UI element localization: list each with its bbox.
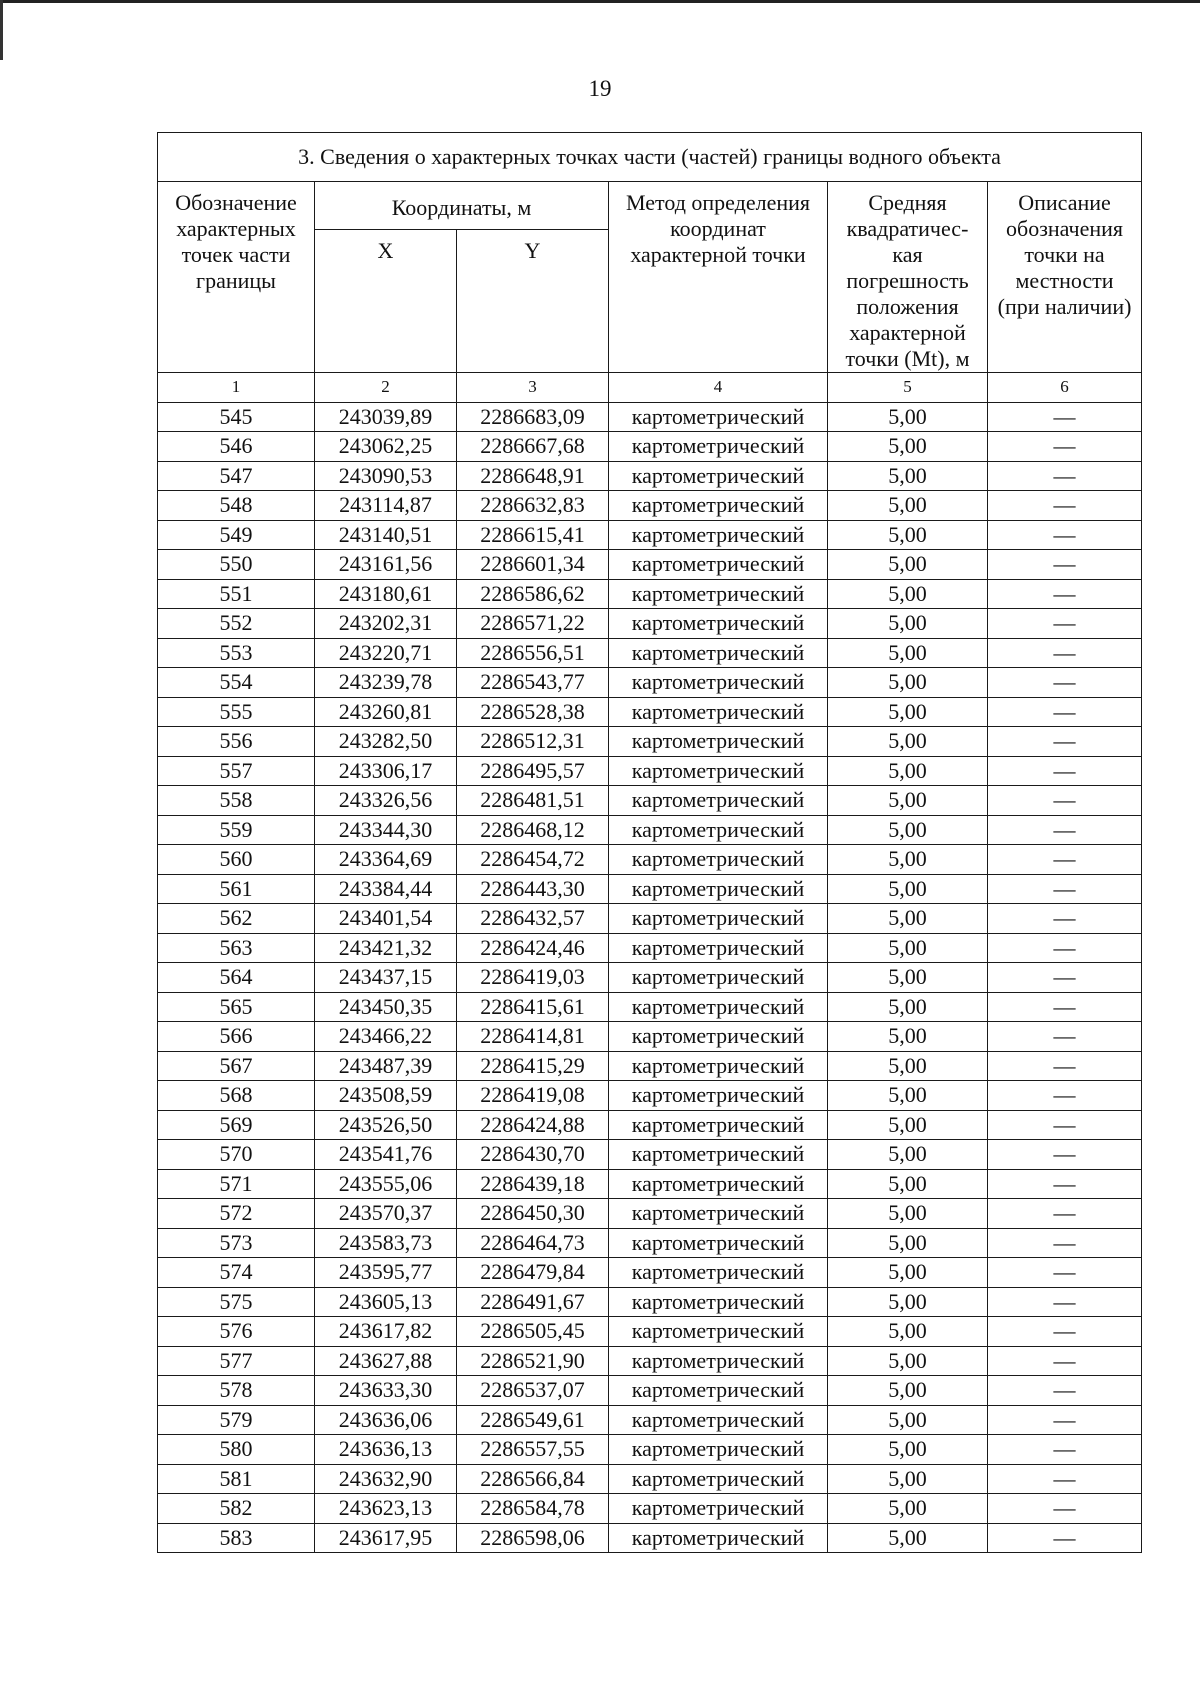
x-coordinate-cell: 243450,35 [315,992,457,1022]
method-cell: картометрический [609,638,828,668]
mean-error-cell: 5,00 [828,1464,988,1494]
header-mean-error: Средняя квадратичес-кая погрешность положения характерной точки (Mt), м [828,182,988,373]
column-number: 4 [609,372,828,402]
x-coordinate-cell: 243282,50 [315,727,457,757]
description-cell: — [988,491,1142,521]
description-cell: — [988,963,1142,993]
x-coordinate-cell: 243202,31 [315,609,457,639]
point-number-cell: 570 [158,1140,315,1170]
description-cell: — [988,1140,1142,1170]
table-body [158,402,1142,1553]
description-cell: — [988,579,1142,609]
table-row [158,1287,1142,1317]
y-coordinate-cell: 2286556,51 [457,638,609,668]
mean-error-cell: 5,00 [828,1376,988,1406]
table-row [158,963,1142,993]
x-coordinate-cell: 243623,13 [315,1494,457,1524]
header-description: Описание обозначения точки на местности (при наличии) [988,182,1142,373]
method-cell: картометрический [609,1405,828,1435]
method-cell: картометрический [609,1346,828,1376]
point-number-cell: 562 [158,904,315,934]
method-cell: картометрический [609,432,828,462]
description-cell: — [988,1346,1142,1376]
description-cell: — [988,874,1142,904]
table-row [158,432,1142,462]
table-row [158,1051,1142,1081]
x-coordinate-cell: 243617,95 [315,1523,457,1553]
method-cell: картометрический [609,1464,828,1494]
description-cell: — [988,1228,1142,1258]
mean-error-cell: 5,00 [828,1022,988,1052]
y-coordinate-cell: 2286549,61 [457,1405,609,1435]
point-number-cell: 568 [158,1081,315,1111]
method-cell: картометрический [609,904,828,934]
mean-error-cell: 5,00 [828,1523,988,1553]
point-number-cell: 574 [158,1258,315,1288]
point-number-cell: 563 [158,933,315,963]
method-cell: картометрический [609,1051,828,1081]
x-coordinate-cell: 243508,59 [315,1081,457,1111]
table-row [158,1169,1142,1199]
table-row [158,904,1142,934]
description-cell: — [988,461,1142,491]
table-row [158,1081,1142,1111]
column-number: 5 [828,372,988,402]
point-number-cell: 577 [158,1346,315,1376]
mean-error-cell: 5,00 [828,874,988,904]
y-coordinate-cell: 2286415,29 [457,1051,609,1081]
point-number-cell: 557 [158,756,315,786]
point-number-cell: 548 [158,491,315,521]
description-cell: — [988,727,1142,757]
mean-error-cell: 5,00 [828,1228,988,1258]
method-cell: картометрический [609,786,828,816]
y-coordinate-cell: 2286491,67 [457,1287,609,1317]
point-number-cell: 561 [158,874,315,904]
description-cell: — [988,1199,1142,1229]
table-row [158,1228,1142,1258]
x-coordinate-cell: 243114,87 [315,491,457,521]
method-cell: картометрический [609,1376,828,1406]
table-row [158,992,1142,1022]
method-cell: картометрический [609,1494,828,1524]
method-cell: картометрический [609,579,828,609]
point-number-cell: 572 [158,1199,315,1229]
scan-edge-left [0,0,3,60]
mean-error-cell: 5,00 [828,1405,988,1435]
mean-error-cell: 5,00 [828,550,988,580]
point-number-cell: 571 [158,1169,315,1199]
table-row [158,461,1142,491]
table-row [158,1346,1142,1376]
y-coordinate-cell: 2286586,62 [457,579,609,609]
y-coordinate-cell: 2286584,78 [457,1494,609,1524]
description-cell: — [988,992,1142,1022]
method-cell: картометрический [609,1228,828,1258]
y-coordinate-cell: 2286454,72 [457,845,609,875]
y-coordinate-cell: 2286450,30 [457,1199,609,1229]
point-number-cell: 553 [158,638,315,668]
description-cell: — [988,609,1142,639]
mean-error-cell: 5,00 [828,1317,988,1347]
description-cell: — [988,697,1142,727]
column-number: 1 [158,372,315,402]
x-coordinate-cell: 243364,69 [315,845,457,875]
x-coordinate-cell: 243583,73 [315,1228,457,1258]
description-cell: — [988,1169,1142,1199]
point-number-cell: 554 [158,668,315,698]
method-cell: картометрический [609,992,828,1022]
point-number-cell: 564 [158,963,315,993]
mean-error-cell: 5,00 [828,461,988,491]
x-coordinate-cell: 243384,44 [315,874,457,904]
point-number-cell: 558 [158,786,315,816]
method-cell: картометрический [609,491,828,521]
method-cell: картометрический [609,520,828,550]
mean-error-cell: 5,00 [828,697,988,727]
point-number-cell: 582 [158,1494,315,1524]
description-cell: — [988,638,1142,668]
table-row [158,491,1142,521]
point-number-cell: 579 [158,1405,315,1435]
y-coordinate-cell: 2286479,84 [457,1258,609,1288]
page-number: 19 [588,76,612,101]
x-coordinate-cell: 243526,50 [315,1110,457,1140]
method-cell: картометрический [609,461,828,491]
y-coordinate-cell: 2286415,61 [457,992,609,1022]
y-coordinate-cell: 2286557,55 [457,1435,609,1465]
description-cell: — [988,1051,1142,1081]
description-cell: — [988,1376,1142,1406]
method-cell: картометрический [609,756,828,786]
boundary-points-table [157,132,1142,1553]
y-coordinate-cell: 2286601,34 [457,550,609,580]
table-row [158,1022,1142,1052]
description-cell: — [988,1435,1142,1465]
y-coordinate-cell: 2286443,30 [457,874,609,904]
mean-error-cell: 5,00 [828,1258,988,1288]
method-cell: картометрический [609,1287,828,1317]
table-row [158,550,1142,580]
column-number: 2 [315,372,457,402]
mean-error-cell: 5,00 [828,579,988,609]
x-coordinate-cell: 243636,06 [315,1405,457,1435]
table-row [158,1110,1142,1140]
header-x: X [315,230,457,372]
table-row [158,1258,1142,1288]
table-row [158,1376,1142,1406]
mean-error-cell: 5,00 [828,1287,988,1317]
mean-error-cell: 5,00 [828,756,988,786]
table-row [158,1435,1142,1465]
method-cell: картометрический [609,1199,828,1229]
table-row [158,1464,1142,1494]
mean-error-cell: 5,00 [828,786,988,816]
table-row [158,815,1142,845]
y-coordinate-cell: 2286414,81 [457,1022,609,1052]
method-cell: картометрический [609,1435,828,1465]
y-coordinate-cell: 2286430,70 [457,1140,609,1170]
method-cell: картометрический [609,697,828,727]
description-cell: — [988,845,1142,875]
point-number-cell: 547 [158,461,315,491]
header-method: Метод определения координат характерной точки [609,182,828,373]
point-number-cell: 583 [158,1523,315,1553]
x-coordinate-cell: 243466,22 [315,1022,457,1052]
x-coordinate-cell: 243039,89 [315,402,457,432]
table-row [158,756,1142,786]
description-cell: — [988,933,1142,963]
point-number-cell: 556 [158,727,315,757]
x-coordinate-cell: 243555,06 [315,1169,457,1199]
x-coordinate-cell: 243326,56 [315,786,457,816]
y-coordinate-cell: 2286424,46 [457,933,609,963]
table-row [158,402,1142,432]
x-coordinate-cell: 243090,53 [315,461,457,491]
y-coordinate-cell: 2286537,07 [457,1376,609,1406]
table-row [158,727,1142,757]
point-number-cell: 559 [158,815,315,845]
mean-error-cell: 5,00 [828,1494,988,1524]
column-number-row [158,372,1142,402]
method-cell: картометрический [609,550,828,580]
mean-error-cell: 5,00 [828,668,988,698]
mean-error-cell: 5,00 [828,1346,988,1376]
mean-error-cell: 5,00 [828,520,988,550]
method-cell: картометрический [609,1523,828,1553]
table-row [158,1405,1142,1435]
mean-error-cell: 5,00 [828,1081,988,1111]
method-cell: картометрический [609,1169,828,1199]
mean-error-cell: 5,00 [828,727,988,757]
method-cell: картометрический [609,1081,828,1111]
method-cell: картометрический [609,668,828,698]
method-cell: картометрический [609,845,828,875]
mean-error-cell: 5,00 [828,1140,988,1170]
description-cell: — [988,1287,1142,1317]
y-coordinate-cell: 2286571,22 [457,609,609,639]
table-row [158,697,1142,727]
x-coordinate-cell: 243220,71 [315,638,457,668]
point-number-cell: 555 [158,697,315,727]
mean-error-cell: 5,00 [828,491,988,521]
method-cell: картометрический [609,609,828,639]
description-cell: — [988,815,1142,845]
y-coordinate-cell: 2286521,90 [457,1346,609,1376]
x-coordinate-cell: 243487,39 [315,1051,457,1081]
x-coordinate-cell: 243161,56 [315,550,457,580]
column-number: 6 [988,372,1142,402]
point-number-cell: 549 [158,520,315,550]
description-cell: — [988,402,1142,432]
mean-error-cell: 5,00 [828,904,988,934]
x-coordinate-cell: 243306,17 [315,756,457,786]
y-coordinate-cell: 2286512,31 [457,727,609,757]
mean-error-cell: 5,00 [828,638,988,668]
x-coordinate-cell: 243421,32 [315,933,457,963]
table-row [158,845,1142,875]
table-row [158,1523,1142,1553]
y-coordinate-cell: 2286481,51 [457,786,609,816]
mean-error-cell: 5,00 [828,432,988,462]
description-cell: — [988,520,1142,550]
scan-edge-top [0,0,1200,3]
x-coordinate-cell: 243140,51 [315,520,457,550]
method-cell: картометрический [609,933,828,963]
point-number-cell: 578 [158,1376,315,1406]
x-coordinate-cell: 243062,25 [315,432,457,462]
mean-error-cell: 5,00 [828,1169,988,1199]
description-cell: — [988,1317,1142,1347]
y-coordinate-cell: 2286432,57 [457,904,609,934]
point-number-cell: 565 [158,992,315,1022]
point-number-cell: 546 [158,432,315,462]
description-cell: — [988,1464,1142,1494]
y-coordinate-cell: 2286495,57 [457,756,609,786]
header-coordinates: Координаты, м [315,182,609,230]
x-coordinate-cell: 243627,88 [315,1346,457,1376]
y-coordinate-cell: 2286528,38 [457,697,609,727]
point-number-cell: 581 [158,1464,315,1494]
mean-error-cell: 5,00 [828,402,988,432]
point-number-cell: 576 [158,1317,315,1347]
table-row [158,933,1142,963]
point-number-cell: 552 [158,609,315,639]
description-cell: — [988,550,1142,580]
x-coordinate-cell: 243401,54 [315,904,457,934]
x-coordinate-cell: 243570,37 [315,1199,457,1229]
method-cell: картометрический [609,1110,828,1140]
y-coordinate-cell: 2286439,18 [457,1169,609,1199]
method-cell: картометрический [609,1022,828,1052]
y-coordinate-cell: 2286632,83 [457,491,609,521]
y-coordinate-cell: 2286419,08 [457,1081,609,1111]
x-coordinate-cell: 243617,82 [315,1317,457,1347]
mean-error-cell: 5,00 [828,1199,988,1229]
table-row [158,874,1142,904]
column-number: 3 [457,372,609,402]
table-row [158,520,1142,550]
x-coordinate-cell: 243541,76 [315,1140,457,1170]
method-cell: картометрический [609,874,828,904]
mean-error-cell: 5,00 [828,815,988,845]
y-coordinate-cell: 2286424,88 [457,1110,609,1140]
table-row [158,638,1142,668]
x-coordinate-cell: 243633,30 [315,1376,457,1406]
method-cell: картометрический [609,963,828,993]
x-coordinate-cell: 243260,81 [315,697,457,727]
method-cell: картометрический [609,815,828,845]
method-cell: картометрический [609,1140,828,1170]
mean-error-cell: 5,00 [828,963,988,993]
table-row [158,1199,1142,1229]
y-coordinate-cell: 2286615,41 [457,520,609,550]
description-cell: — [988,1022,1142,1052]
point-number-cell: 560 [158,845,315,875]
mean-error-cell: 5,00 [828,933,988,963]
x-coordinate-cell: 243636,13 [315,1435,457,1465]
description-cell: — [988,432,1142,462]
method-cell: картометрический [609,402,828,432]
description-cell: — [988,1110,1142,1140]
y-coordinate-cell: 2286505,45 [457,1317,609,1347]
point-number-cell: 566 [158,1022,315,1052]
mean-error-cell: 5,00 [828,1435,988,1465]
table-row [158,668,1142,698]
y-coordinate-cell: 2286683,09 [457,402,609,432]
method-cell: картометрический [609,727,828,757]
x-coordinate-cell: 243180,61 [315,579,457,609]
description-cell: — [988,904,1142,934]
description-cell: — [988,1081,1142,1111]
x-coordinate-cell: 243605,13 [315,1287,457,1317]
x-coordinate-cell: 243632,90 [315,1464,457,1494]
table-row [158,1317,1142,1347]
y-coordinate-cell: 2286468,12 [457,815,609,845]
header-y: Y [457,230,609,372]
point-number-cell: 551 [158,579,315,609]
y-coordinate-cell: 2286566,84 [457,1464,609,1494]
x-coordinate-cell: 243239,78 [315,668,457,698]
point-number-cell: 569 [158,1110,315,1140]
x-coordinate-cell: 243344,30 [315,815,457,845]
mean-error-cell: 5,00 [828,992,988,1022]
point-number-cell: 580 [158,1435,315,1465]
description-cell: — [988,786,1142,816]
description-cell: — [988,1405,1142,1435]
point-number-cell: 545 [158,402,315,432]
y-coordinate-cell: 2286598,06 [457,1523,609,1553]
mean-error-cell: 5,00 [828,1110,988,1140]
description-cell: — [988,1258,1142,1288]
y-coordinate-cell: 2286464,73 [457,1228,609,1258]
table-row [158,1140,1142,1170]
point-number-cell: 567 [158,1051,315,1081]
mean-error-cell: 5,00 [828,1051,988,1081]
point-number-cell: 550 [158,550,315,580]
mean-error-cell: 5,00 [828,845,988,875]
description-cell: — [988,1523,1142,1553]
method-cell: картометрический [609,1258,828,1288]
y-coordinate-cell: 2286667,68 [457,432,609,462]
point-number-cell: 573 [158,1228,315,1258]
header-point-designation: Обозначение характерных точек части границы [158,182,315,373]
mean-error-cell: 5,00 [828,609,988,639]
y-coordinate-cell: 2286543,77 [457,668,609,698]
description-cell: — [988,668,1142,698]
description-cell: — [988,1494,1142,1524]
y-coordinate-cell: 2286419,03 [457,963,609,993]
table-title: 3. Сведения о характерных точках части (частей) границы водного объекта [158,133,1142,182]
point-number-cell: 575 [158,1287,315,1317]
table-row [158,1494,1142,1524]
method-cell: картометрический [609,1317,828,1347]
x-coordinate-cell: 243437,15 [315,963,457,993]
table-row [158,579,1142,609]
y-coordinate-cell: 2286648,91 [457,461,609,491]
table-row [158,609,1142,639]
description-cell: — [988,756,1142,786]
table-row [158,786,1142,816]
x-coordinate-cell: 243595,77 [315,1258,457,1288]
